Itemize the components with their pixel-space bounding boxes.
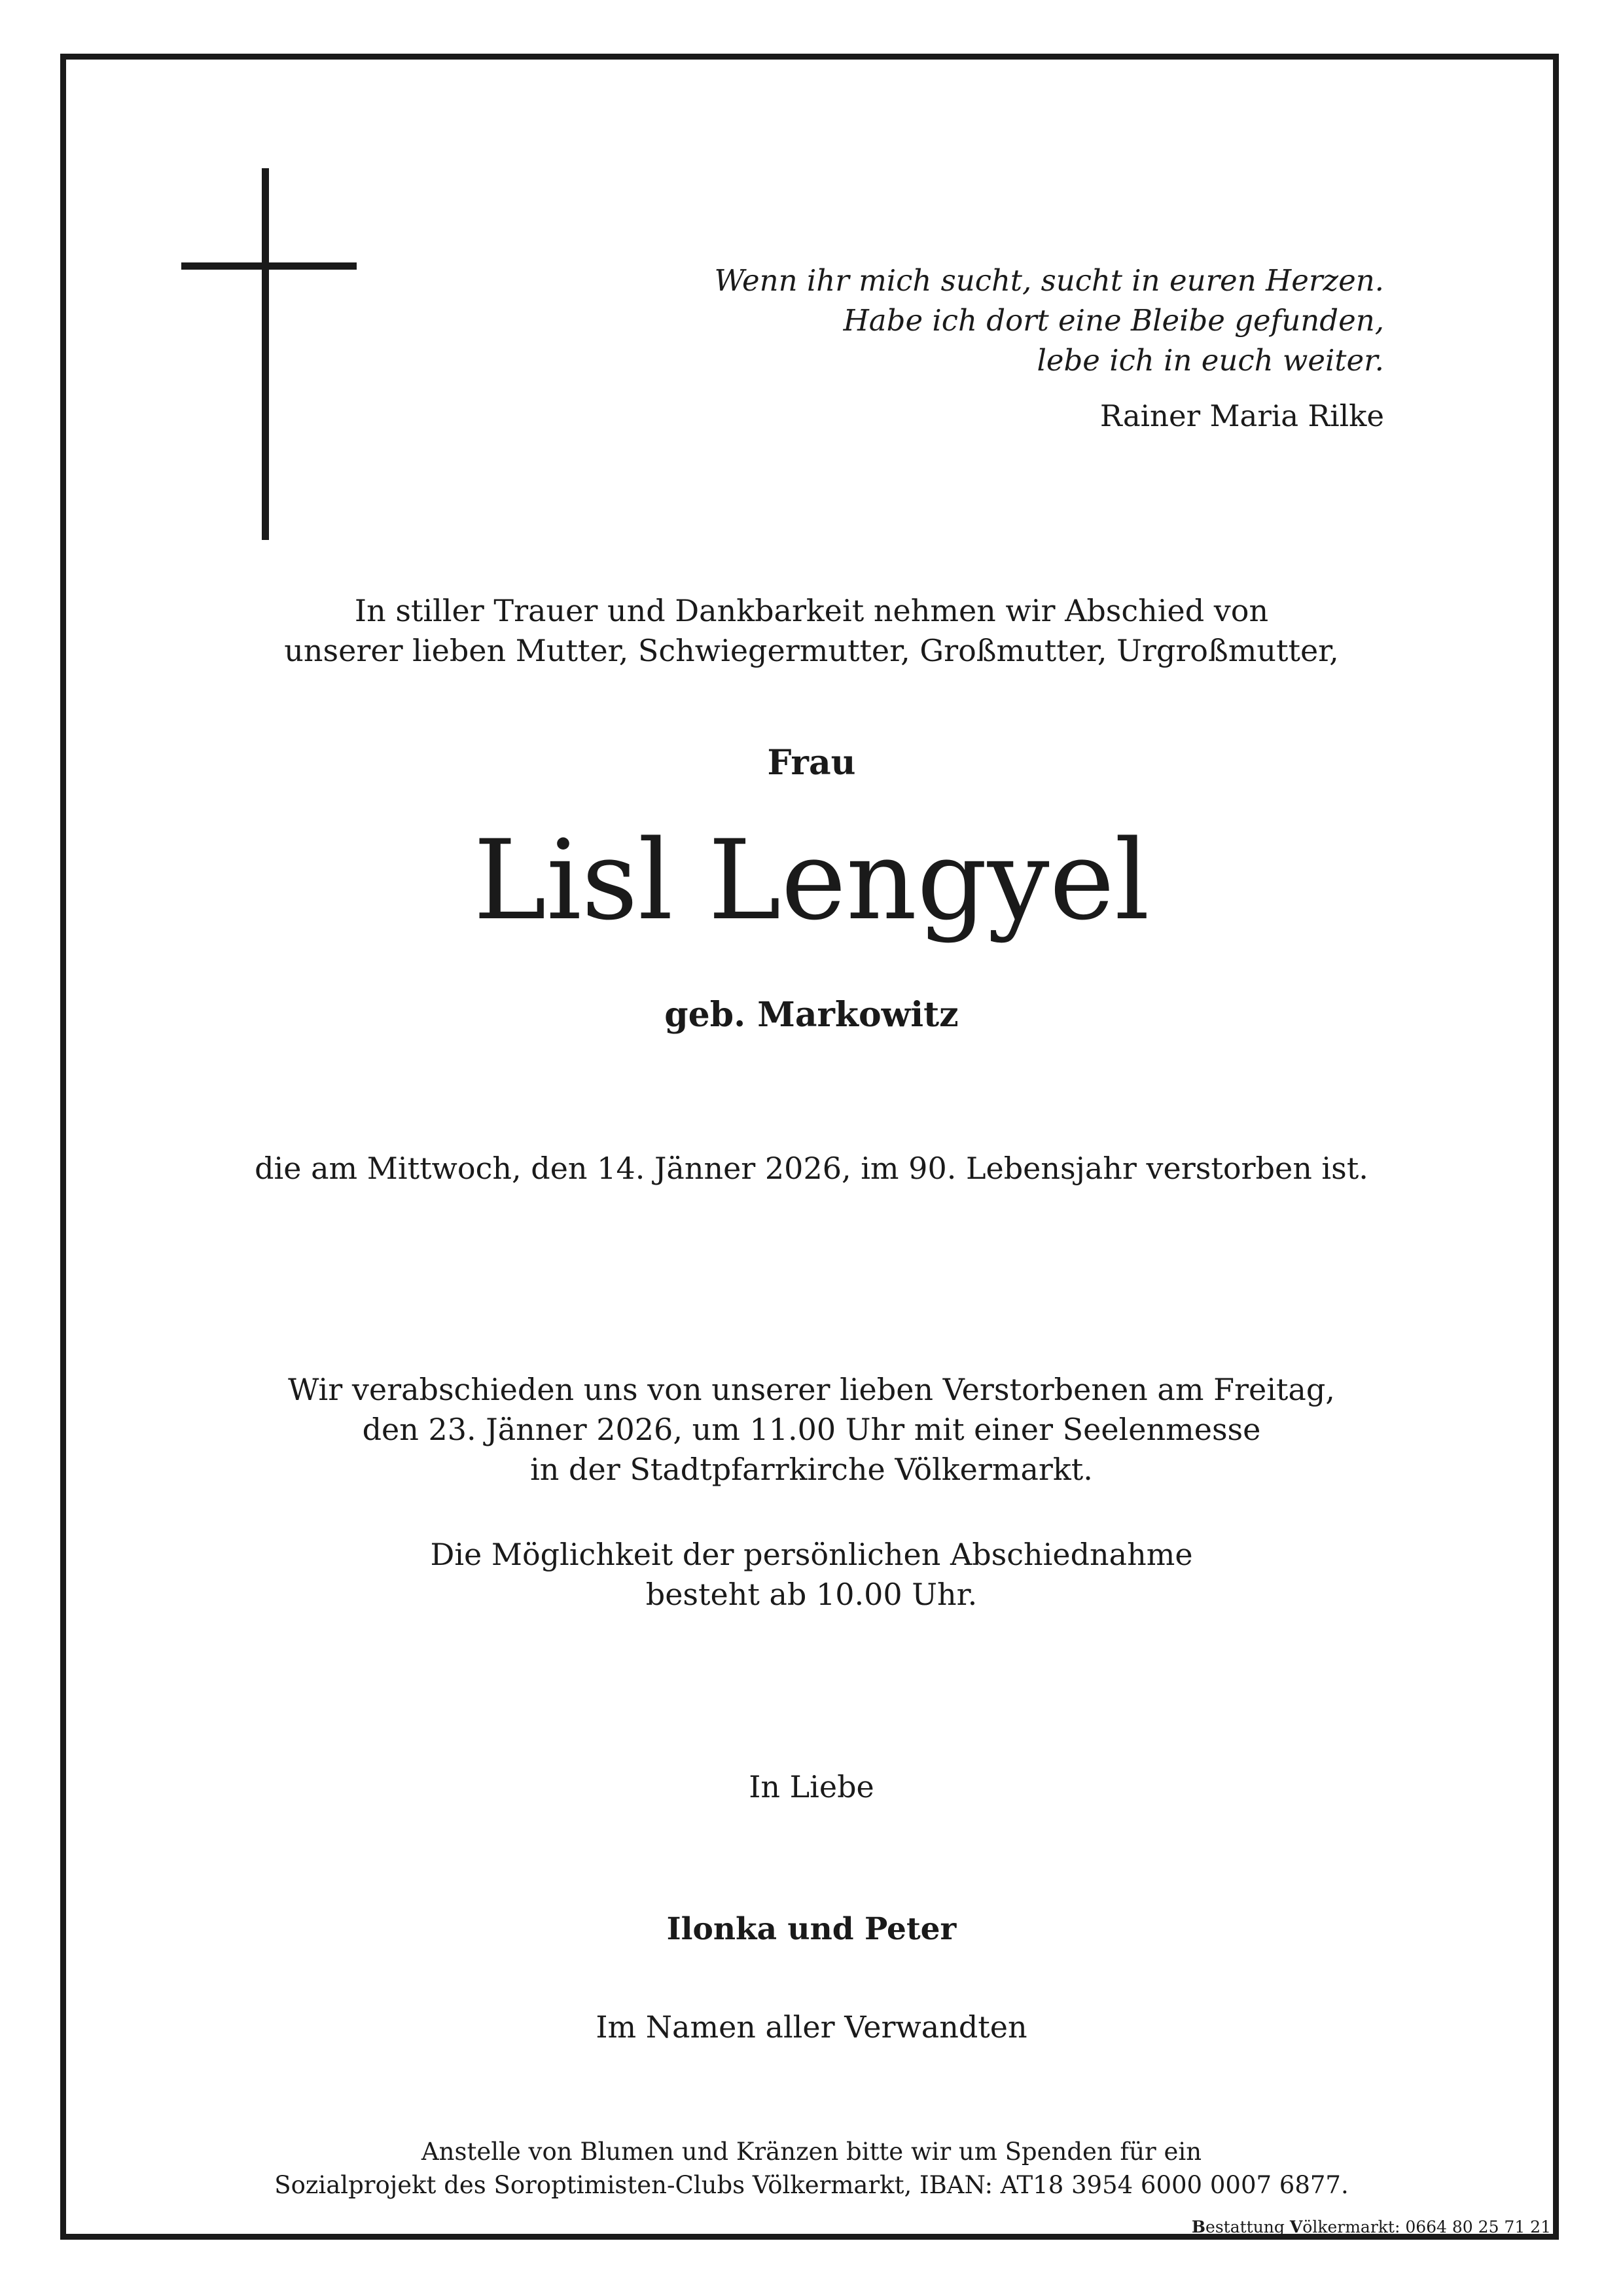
footer-initial-b: B — [1191, 2217, 1206, 2236]
viewing-line: Die Möglichkeit der persönlichen Abschiednahme — [430, 1537, 1193, 1572]
quote-line: Habe ich dort eine Bleibe gefunden, — [843, 303, 1384, 338]
intro-text — [0, 591, 1623, 671]
closing-text: In Liebe — [749, 1769, 874, 1804]
deceased-name: Lisl Lengyel — [473, 816, 1150, 944]
rilke-quote — [599, 260, 1384, 380]
donation-notice — [0, 2135, 1623, 2202]
mourners-names: Ilonka und Peter — [666, 1911, 957, 1947]
cross-horizontal-bar — [181, 262, 357, 270]
death-notice: die am Mittwoch, den 14. Jänner 2026, im 90. Lebensjahr verstorben ist. — [255, 1151, 1368, 1186]
donation-line: Anstelle von Blumen und Kränzen bitte wir um Spenden für ein — [421, 2138, 1202, 2166]
funeral-home-contact — [1192, 2217, 1551, 2236]
service-info — [0, 1370, 1623, 1490]
name-prefix: Frau — [767, 743, 856, 783]
footer-initial-v: V — [1289, 2217, 1303, 2236]
service-line: Wir verabschieden uns von unserer lieben Verstorbenen am Freitag, — [288, 1372, 1335, 1407]
quote-author: Rainer Maria Rilke — [1099, 399, 1384, 433]
quote-line: Wenn ihr mich sucht, sucht in euren Herzen. — [714, 263, 1384, 298]
footer-text-part: ölkermarkt: 0664 80 25 71 21 — [1302, 2217, 1551, 2236]
birth-name: geb. Markowitz — [664, 995, 959, 1035]
donation-line: Sozialprojekt des Soroptimisten-Clubs Völkermarkt, IBAN: AT18 3954 6000 0007 6877. — [274, 2171, 1349, 2199]
cross-vertical-bar — [262, 168, 269, 540]
relatives-text: Im Namen aller Verwandten — [596, 2009, 1027, 2045]
footer-text-part: estattung — [1205, 2217, 1290, 2236]
service-line: den 23. Jänner 2026, um 11.00 Uhr mit einer Seelenmesse — [362, 1412, 1261, 1447]
quote-line: lebe ich in euch weiter. — [1037, 343, 1384, 378]
viewing-info — [0, 1535, 1623, 1615]
viewing-line: besteht ab 10.00 Uhr. — [645, 1577, 978, 1612]
service-line: in der Stadtpfarrkirche Völkermarkt. — [530, 1452, 1093, 1487]
intro-line: In stiller Trauer und Dankbarkeit nehmen wir Abschied von — [354, 593, 1269, 628]
intro-line: unserer lieben Mutter, Schwiegermutter, Großmutter, Urgroßmutter, — [284, 633, 1339, 668]
